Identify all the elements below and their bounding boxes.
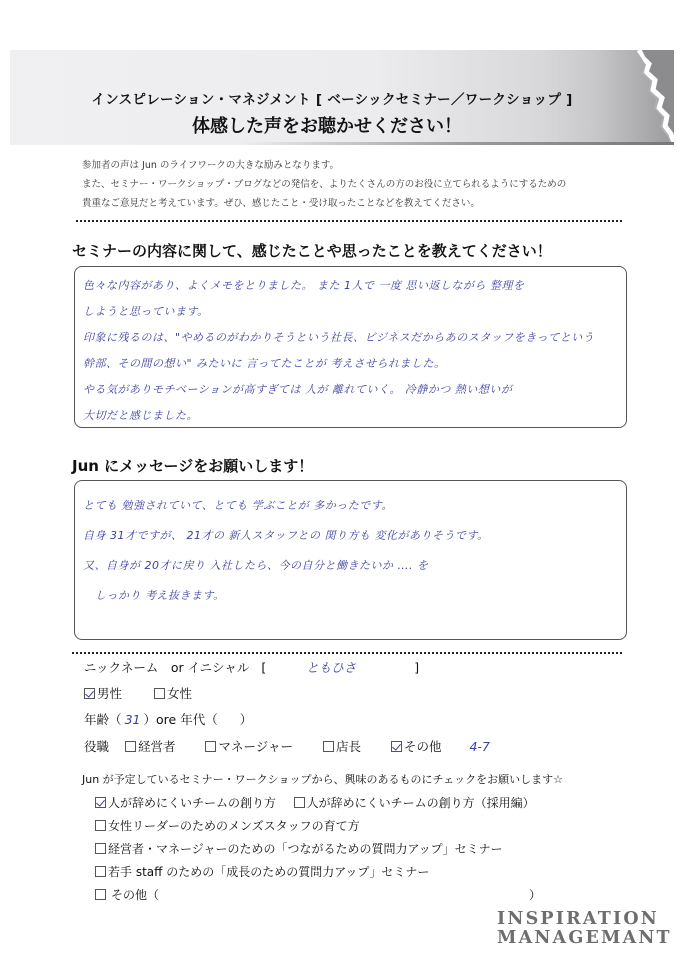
- intro-line: また、セミナー・ワークショップ・ブログなどの発信を、よりたくさんの方のお役に立てられるようにするための: [82, 179, 567, 190]
- interest-label: 経営者・マネージャーのための「つながるための質問力アップ」セミナー: [108, 842, 503, 856]
- interest-checkbox[interactable]: [95, 797, 106, 808]
- interest-label: その他（: [111, 888, 160, 902]
- handwritten-line: とても 勉強されていて、とても 学ぶことが 多かったです。: [83, 499, 393, 512]
- female-checkbox[interactable]: [154, 688, 165, 699]
- role-store-manager-label: 店長: [335, 739, 361, 754]
- age-decade-label: ）ore 年代（: [143, 712, 218, 727]
- age-field[interactable]: 31: [124, 712, 141, 727]
- nickname-bracket-open: [: [261, 660, 267, 675]
- role-manager-checkbox[interactable]: [205, 741, 216, 752]
- interest-label: 人が辞めにくいチームの創り方（採用編）: [306, 796, 535, 810]
- male-label: 男性: [97, 686, 123, 701]
- nickname-label: ニックネーム or イニシャル: [84, 660, 250, 675]
- interest-checkbox[interactable]: [95, 820, 106, 831]
- interest-checkbox[interactable]: [95, 843, 106, 854]
- handwritten-line: 自身 31才ですが、 21才の 新人スタッフとの 関り方も 変化がありそうです。: [83, 529, 489, 542]
- age-row: [84, 710, 252, 728]
- dotted-divider: [76, 220, 622, 222]
- gender-row: [84, 684, 192, 702]
- role-owner-label: 経営者: [137, 739, 176, 754]
- handwritten-answer: [75, 491, 626, 611]
- nickname-bracket-close: ]: [414, 660, 420, 675]
- interest-checkbox[interactable]: [95, 866, 106, 877]
- interest-row: [95, 863, 429, 880]
- nickname-field[interactable]: ともひさ: [306, 660, 357, 675]
- intro-line: 参加者の声は Jun のライフワークの大きな励みとなります。: [82, 160, 340, 171]
- nickname-row: [84, 658, 419, 676]
- interest-label: 人が辞めにくいチームの創り方: [108, 796, 277, 810]
- role-row: [84, 737, 490, 755]
- interest-row: [95, 886, 541, 903]
- logo-line: MANAGEMANT: [497, 928, 672, 948]
- page-title: 体感した声をお聴かせください！: [192, 116, 462, 137]
- dotted-divider: [72, 652, 622, 654]
- header-banner: [10, 50, 674, 145]
- interest-label: 若手 staff のための「成長のための質問力アップ」セミナー: [108, 865, 430, 879]
- handwritten-answer: [75, 273, 626, 429]
- role-other-label: その他: [403, 739, 442, 754]
- brand-logo: [497, 909, 672, 948]
- header-subtitle: インスピレーション・マネジメント [ ベーシックセミナー／ワークショップ ]: [91, 92, 573, 108]
- interests-title: Jun が予定しているセミナー・ワークショップから、興味のあるものにチェックをお願いします☆: [82, 773, 563, 786]
- interest-checkbox[interactable]: [95, 889, 106, 900]
- interest-label: 女性リーダーのためのメンズスタッフの育て方: [108, 819, 360, 833]
- intro-text: [82, 156, 622, 213]
- handwritten-line: しようと思っています。: [83, 305, 209, 318]
- role-other-checkbox[interactable]: [391, 741, 402, 752]
- handwritten-line: 幹部、その間の想い" みたいに 言ってたことが 考えさせられました。: [83, 357, 446, 370]
- handwritten-line: 印象に残るのは、"やめるのがわかりそうという社長、ビジネスだからあのスタッフをきってという: [83, 331, 595, 344]
- section-title-message: Jun にメッセージをお願いします！: [72, 457, 314, 475]
- interest-other-close: ）: [529, 888, 542, 902]
- interest-row: [95, 817, 360, 834]
- interest-row: [95, 794, 535, 811]
- role-store-manager-checkbox[interactable]: [323, 741, 334, 752]
- female-label: 女性: [166, 686, 192, 701]
- handwritten-line: しっかり 考え抜きます。: [95, 589, 225, 602]
- role-owner-checkbox[interactable]: [125, 741, 136, 752]
- section-title-seminar-feedback: セミナーの内容に関して、感じたことや思ったことを教えてください！: [72, 242, 552, 260]
- role-other-field[interactable]: 4-7: [469, 739, 490, 754]
- handwritten-line: 大切だと感じました。: [83, 409, 198, 422]
- handwritten-line: 色々な内容があり、よくメモをとりました。 また 1人で 一度 思い返しながら 整理を: [83, 279, 525, 292]
- male-checkbox[interactable]: [84, 688, 95, 699]
- age-decade-close: ）: [239, 712, 253, 727]
- handwritten-line: やる気がありモチベーションが高すぎては 人が 離れていく。 冷静かつ 熱い想いが: [83, 383, 513, 396]
- age-label: 年齢（: [84, 712, 122, 727]
- role-label: 役職: [84, 739, 110, 754]
- message-box[interactable]: [74, 480, 627, 640]
- role-manager-label: マネージャー: [218, 739, 293, 754]
- interest-checkbox[interactable]: [294, 797, 305, 808]
- intro-line: 貴重なご意見だと考えています。ぜひ、感じたこと・受け取ったことなどを教えてください。: [82, 198, 480, 209]
- interest-row: [95, 840, 503, 857]
- seminar-feedback-box[interactable]: [74, 266, 627, 428]
- handwritten-line: 又、自身が 20才に戻り 入社したら、今の自分と働きたいか …. を: [83, 559, 429, 572]
- logo-line: INSPIRATION: [497, 909, 659, 929]
